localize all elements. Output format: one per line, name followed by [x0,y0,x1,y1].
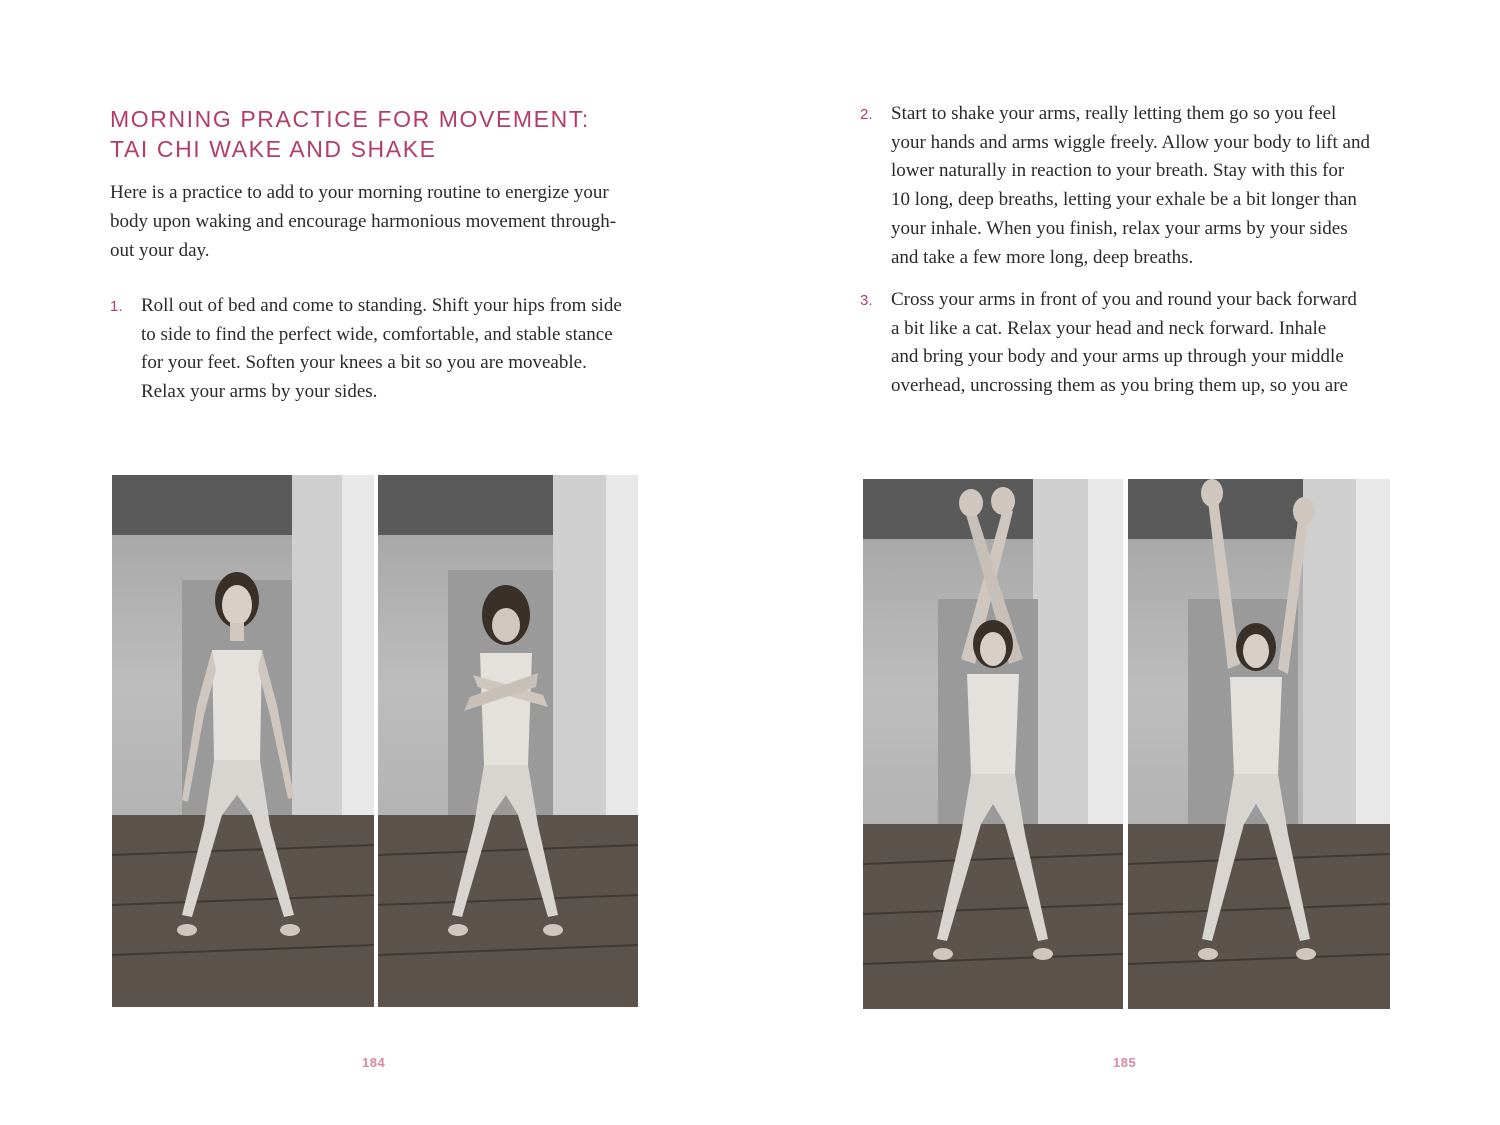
step-text [891,286,1357,401]
step-text [141,292,622,407]
step-line: Start to shake your arms, really letting them go so you feel [891,103,1337,124]
step-line: for your feet. Soften your knees a bit so you are moveable. [141,352,587,374]
page-number: 185 [1113,1055,1137,1070]
section-title [110,104,590,164]
photo-arms-crossed [378,475,638,1007]
step-line: and bring your body and your arms up through your middle [891,346,1344,368]
step-line: to side to find the perfect wide, comfortable, and stable stance [141,323,613,345]
step-text [891,100,1370,272]
section-title-line-1: MORNING PRACTICE FOR MOVEMENT: [110,106,590,132]
photo-standing-relaxed-illustration [112,475,374,1007]
step-line: Relax your arms by your sides. [141,381,378,403]
step-line: and take a few more long, deep breaths. [891,246,1194,268]
intro-line: Here is a practice to add to your morning routine to energize your [110,182,609,203]
step-3 [860,286,1357,401]
step-line: 10 long, deep breaths, letting your exhale be a bit longer than [891,189,1357,211]
step-line: lower naturally in reaction to your breath. Stay with this for [891,160,1345,182]
intro-paragraph [110,178,650,265]
step-2 [860,100,1370,272]
section-title-line-2: TAI CHI WAKE AND SHAKE [110,136,437,162]
photo-arms-crossed-overhead [863,479,1123,1009]
photo-arms-crossed-illustration [378,475,638,1007]
step-line: your hands and arms wiggle freely. Allow your body to lift and [891,131,1370,153]
step-line: Roll out of bed and come to standing. Shift your hips from side [141,295,622,316]
photo-arms-overhead-wide-illustration [1128,479,1390,1009]
step-number: 3. [860,292,873,309]
step-1 [110,292,622,407]
intro-line: body upon waking and encourage harmonious movement through- [110,211,617,232]
right-page [750,0,1500,1125]
page-number: 184 [362,1055,386,1070]
step-number: 1. [110,298,123,315]
step-line: a bit like a cat. Relax your head and neck forward. Inhale [891,317,1327,339]
step-line: Cross your arms in front of you and round your back forward [891,289,1357,310]
photo-arms-overhead-wide [1128,479,1390,1009]
step-number: 2. [860,106,873,123]
photo-arms-crossed-overhead-illustration [863,479,1123,1009]
intro-line: out your day. [110,240,210,261]
photo-standing-relaxed [112,475,374,1007]
step-line: overhead, uncrossing them as you bring them up, so you are [891,375,1348,397]
step-line: your inhale. When you finish, relax your arms by your sides [891,217,1348,239]
